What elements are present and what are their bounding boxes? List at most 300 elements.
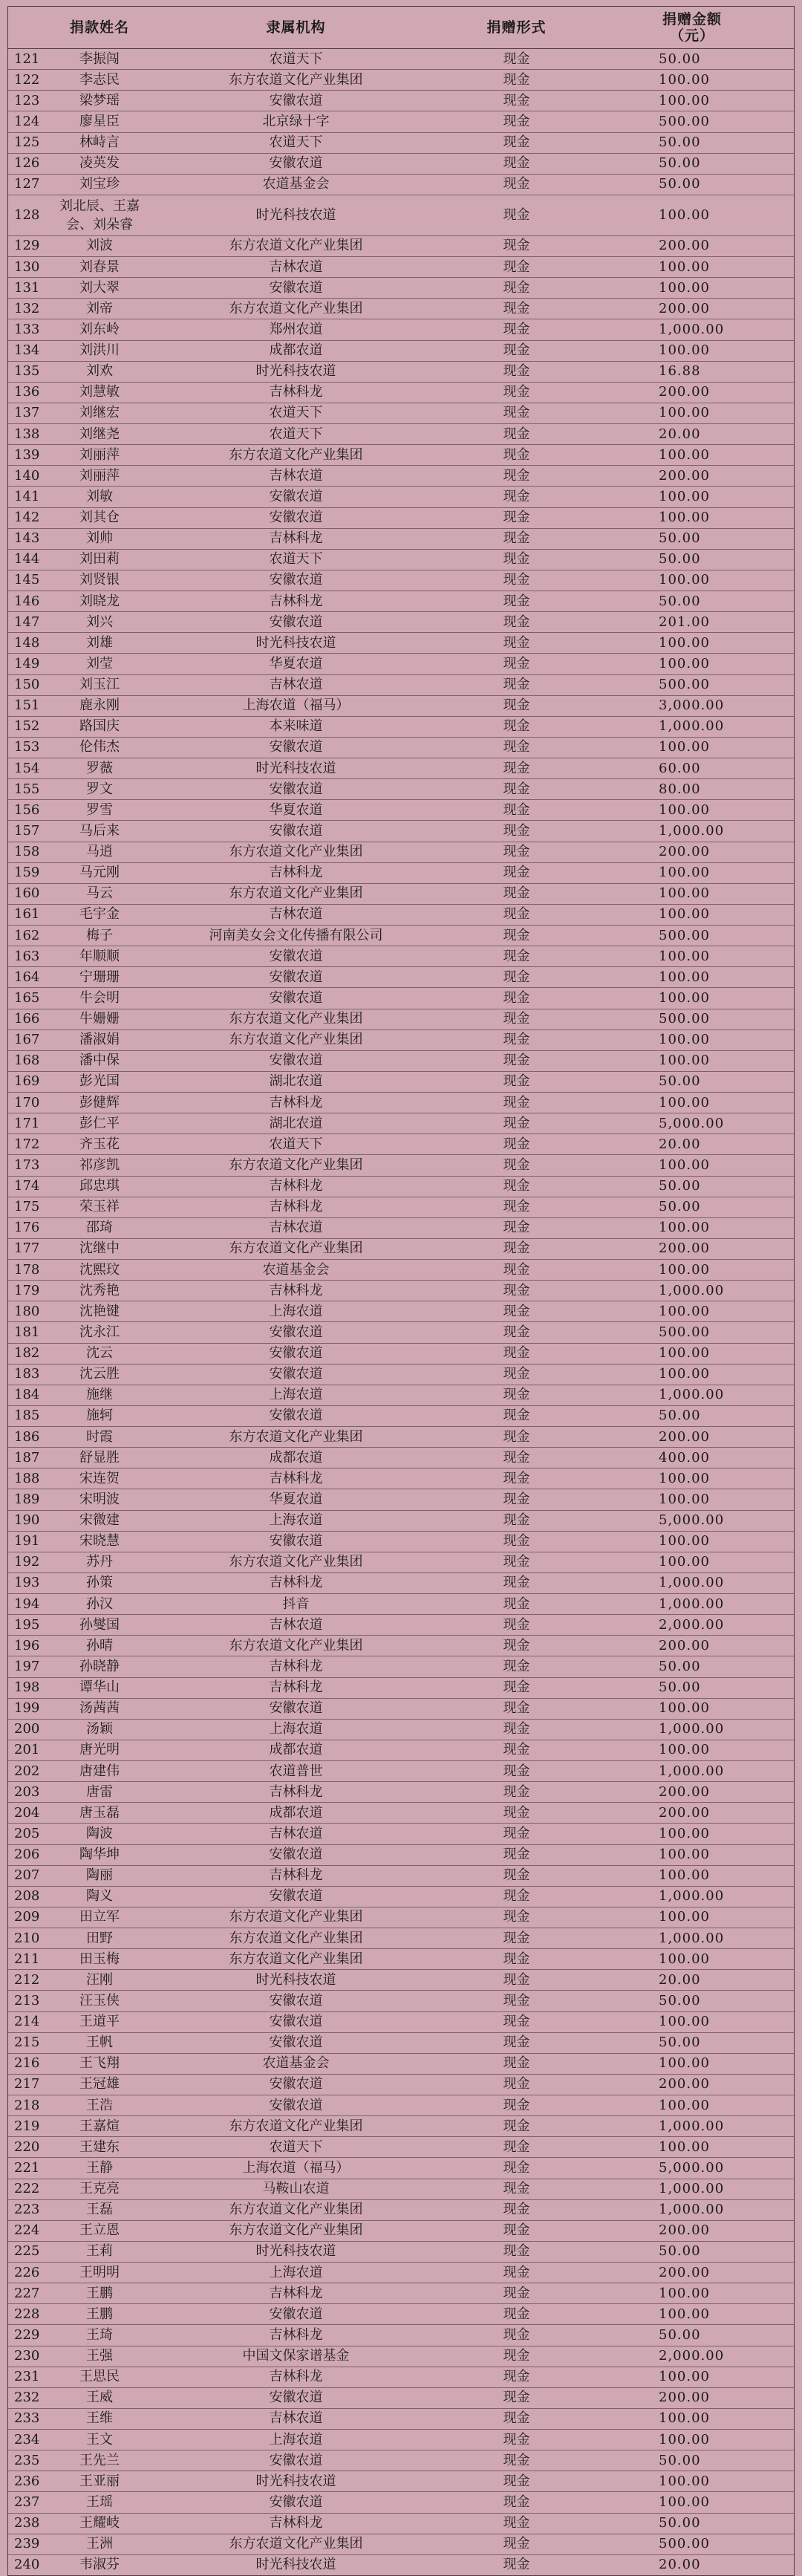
donor-name: 路国庆 bbox=[79, 718, 120, 735]
donation-form: 现金 bbox=[503, 885, 530, 902]
donation-form: 现金 bbox=[503, 2557, 530, 2573]
donation-form: 现金 bbox=[503, 384, 530, 400]
affiliation: 农道天下 bbox=[269, 405, 323, 421]
donor-name: 王维 bbox=[86, 2410, 113, 2427]
table-row bbox=[8, 2387, 794, 2408]
donation-amount: 1,000.00 bbox=[659, 1721, 725, 1737]
donation-amount: 100.00 bbox=[659, 634, 710, 651]
donation-amount: 100.00 bbox=[659, 342, 710, 359]
donation-amount: 100.00 bbox=[659, 2014, 710, 2030]
row-index: 180 bbox=[14, 1303, 40, 1319]
table-row bbox=[8, 424, 794, 445]
donation-form: 现金 bbox=[503, 906, 530, 923]
donation-amount: 500.00 bbox=[659, 927, 710, 943]
row-index: 240 bbox=[14, 2557, 40, 2573]
donation-amount: 200.00 bbox=[659, 2222, 710, 2239]
affiliation: 农道天下 bbox=[269, 551, 323, 567]
donation-amount: 200.00 bbox=[659, 1637, 710, 1653]
affiliation: 安徽农道 bbox=[269, 279, 323, 296]
row-index: 202 bbox=[14, 1763, 40, 1779]
donation-amount: 50.00 bbox=[659, 1178, 701, 1194]
table-row bbox=[8, 2283, 794, 2304]
row-index: 221 bbox=[14, 2159, 40, 2176]
donor-name: 邱忠琪 bbox=[79, 1178, 120, 1194]
donor-name: 王克亮 bbox=[79, 2181, 120, 2197]
donation-form: 现金 bbox=[503, 718, 530, 735]
donation-form: 现金 bbox=[503, 1909, 530, 1925]
donation-amount: 100.00 bbox=[659, 865, 710, 881]
donor-name: 孙晴 bbox=[86, 1637, 113, 1653]
table-row bbox=[8, 1113, 794, 1134]
affiliation: 安徽农道 bbox=[269, 2494, 323, 2510]
donation-form: 现金 bbox=[503, 2348, 530, 2364]
affiliation: 安徽农道 bbox=[269, 510, 323, 526]
donor-name: 宁珊珊 bbox=[79, 969, 120, 985]
donation-amount: 200.00 bbox=[659, 2264, 710, 2280]
donor-name: 沈艳键 bbox=[79, 1303, 120, 1319]
row-index: 135 bbox=[14, 363, 40, 380]
affiliation: 安徽农道 bbox=[269, 488, 323, 504]
donation-form: 现金 bbox=[503, 1115, 530, 1131]
row-index: 134 bbox=[14, 342, 40, 359]
row-index: 193 bbox=[14, 1575, 40, 1591]
affiliation: 吉林科龙 bbox=[269, 530, 323, 547]
row-index: 218 bbox=[14, 2097, 40, 2113]
affiliation: 吉林农道 bbox=[269, 467, 323, 484]
donation-table-sheet bbox=[7, 6, 795, 2576]
donation-amount: 500.00 bbox=[659, 113, 710, 129]
table-row bbox=[8, 49, 794, 70]
table-row bbox=[8, 1677, 794, 1698]
donation-form: 现金 bbox=[503, 113, 530, 129]
donation-amount: 50.00 bbox=[659, 134, 701, 151]
table-row bbox=[8, 695, 794, 716]
donation-form: 现金 bbox=[503, 927, 530, 943]
row-index: 143 bbox=[14, 530, 40, 547]
donor-name: 刘其仓 bbox=[79, 510, 120, 526]
donation-amount: 50.00 bbox=[659, 2452, 701, 2468]
donation-form: 现金 bbox=[503, 467, 530, 484]
table-row bbox=[8, 1489, 794, 1510]
table-row bbox=[8, 549, 794, 570]
donor-name: 祁彦凯 bbox=[79, 1157, 120, 1173]
row-index: 195 bbox=[14, 1616, 40, 1633]
donation-form: 现金 bbox=[503, 572, 530, 588]
row-index: 197 bbox=[14, 1658, 40, 1674]
row-index: 131 bbox=[14, 279, 40, 296]
row-index: 226 bbox=[14, 2264, 40, 2280]
donation-amount: 1,000.00 bbox=[659, 1596, 725, 1612]
row-index: 233 bbox=[14, 2410, 40, 2427]
donation-form: 现金 bbox=[503, 1345, 530, 1362]
affiliation: 安徽农道 bbox=[269, 572, 323, 588]
row-index: 136 bbox=[14, 384, 40, 400]
donor-name: 王瑶 bbox=[86, 2494, 113, 2510]
donor-name: 王建东 bbox=[79, 2138, 120, 2155]
donor-name: 王亚丽 bbox=[79, 2473, 120, 2489]
donor-name: 宋明波 bbox=[79, 1491, 120, 1507]
donor-name: 刘帅 bbox=[86, 530, 113, 547]
table-row bbox=[8, 1886, 794, 1907]
donation-amount: 400.00 bbox=[659, 1449, 710, 1466]
row-index: 122 bbox=[14, 71, 40, 88]
donor-name: 马元刚 bbox=[79, 865, 120, 881]
donor-name: 王先兰 bbox=[79, 2452, 120, 2468]
donation-form: 现金 bbox=[503, 1157, 530, 1173]
donor-name: 刘敏 bbox=[86, 488, 113, 504]
table-row bbox=[8, 487, 794, 507]
donation-form: 现金 bbox=[503, 1220, 530, 1236]
donor-name: 刘兴 bbox=[86, 614, 113, 630]
donation-form: 现金 bbox=[503, 1951, 530, 1967]
donation-form: 现金 bbox=[503, 1930, 530, 1946]
donation-form: 现金 bbox=[503, 2369, 530, 2385]
donation-amount: 100.00 bbox=[659, 1094, 710, 1110]
donation-amount: 100.00 bbox=[659, 2473, 710, 2489]
row-index: 158 bbox=[14, 844, 40, 860]
donation-amount: 100.00 bbox=[659, 1470, 710, 1486]
donation-form: 现金 bbox=[503, 2431, 530, 2447]
row-index: 192 bbox=[14, 1554, 40, 1570]
donation-amount: 100.00 bbox=[659, 948, 710, 964]
row-index: 184 bbox=[14, 1387, 40, 1403]
table-row bbox=[8, 1510, 794, 1531]
table-row bbox=[8, 1468, 794, 1489]
affiliation: 农道天下 bbox=[269, 426, 323, 442]
donation-amount: 200.00 bbox=[659, 1804, 710, 1821]
affiliation: 农道基金会 bbox=[262, 176, 330, 192]
donor-name: 王冠雄 bbox=[79, 2076, 120, 2092]
table-row bbox=[8, 361, 794, 382]
affiliation: 马鞍山农道 bbox=[262, 2181, 330, 2197]
donation-form: 现金 bbox=[503, 1199, 530, 1215]
table-row bbox=[8, 821, 794, 842]
donor-name: 刘丽萍 bbox=[79, 446, 120, 463]
donation-amount: 100.00 bbox=[659, 71, 710, 88]
affiliation: 吉林农道 bbox=[269, 258, 323, 275]
donation-form: 现金 bbox=[503, 1971, 530, 1988]
affiliation: 安徽农道 bbox=[269, 948, 323, 964]
affiliation: 华夏农道 bbox=[269, 655, 323, 671]
donation-form: 现金 bbox=[503, 1679, 530, 1696]
affiliation: 上海农道 bbox=[269, 2264, 323, 2280]
donation-amount: 100.00 bbox=[659, 801, 710, 818]
row-index: 126 bbox=[14, 155, 40, 172]
row-index: 227 bbox=[14, 2285, 40, 2301]
row-index: 200 bbox=[14, 1721, 40, 1737]
affiliation: 时光科技农道 bbox=[255, 363, 336, 380]
table-row bbox=[8, 466, 794, 487]
donor-name: 牛姗姗 bbox=[79, 1011, 120, 1027]
affiliation: 时光科技农道 bbox=[255, 2473, 336, 2489]
table-row bbox=[8, 1991, 794, 2011]
table-row bbox=[8, 1740, 794, 1760]
donation-amount: 100.00 bbox=[659, 1303, 710, 1319]
row-index: 212 bbox=[14, 1971, 40, 1988]
donor-name: 彭光国 bbox=[79, 1073, 120, 1090]
affiliation: 湖北农道 bbox=[269, 1115, 323, 1131]
table-row bbox=[8, 926, 794, 946]
table-row bbox=[8, 2492, 794, 2513]
table-row bbox=[8, 946, 794, 967]
donation-form: 现金 bbox=[503, 781, 530, 797]
donation-amount: 50.00 bbox=[659, 1658, 701, 1674]
donor-name: 王浩 bbox=[86, 2097, 113, 2113]
donation-amount: 50.00 bbox=[659, 1199, 701, 1215]
row-index: 238 bbox=[14, 2515, 40, 2531]
row-index: 206 bbox=[14, 1847, 40, 1863]
table-row bbox=[8, 382, 794, 403]
row-index: 176 bbox=[14, 1220, 40, 1236]
header-name: 捐款姓名 bbox=[50, 7, 149, 49]
table-row bbox=[8, 2346, 794, 2367]
table-row bbox=[8, 1301, 794, 1322]
affiliation: 东方农道文化产业集团 bbox=[229, 1240, 363, 1257]
donor-name: 王琦 bbox=[86, 2326, 113, 2343]
row-index: 217 bbox=[14, 2076, 40, 2092]
row-index: 188 bbox=[14, 1470, 40, 1486]
table-row bbox=[8, 1385, 794, 1405]
header-amount: 捐赠金额 （元） bbox=[590, 7, 794, 49]
affiliation: 时光科技农道 bbox=[255, 2243, 336, 2260]
donation-amount: 100.00 bbox=[659, 1700, 710, 1717]
donor-name: 刘玉江 bbox=[79, 677, 120, 693]
donation-form: 现金 bbox=[503, 1596, 530, 1612]
donation-form: 现金 bbox=[503, 405, 530, 421]
donor-name: 唐光明 bbox=[79, 1742, 120, 1758]
affiliation: 吉林科龙 bbox=[269, 2326, 323, 2343]
table-row bbox=[8, 2304, 794, 2325]
table-row bbox=[8, 2513, 794, 2534]
row-index: 205 bbox=[14, 1825, 40, 1841]
row-index: 155 bbox=[14, 781, 40, 797]
donation-form: 现金 bbox=[503, 2138, 530, 2155]
table-row bbox=[8, 340, 794, 361]
donor-name: 宋微建 bbox=[79, 1512, 120, 1529]
donation-amount: 100.00 bbox=[659, 1825, 710, 1841]
donation-form: 现金 bbox=[503, 363, 530, 380]
donor-name: 刘帝 bbox=[86, 300, 113, 316]
donation-form: 现金 bbox=[503, 697, 530, 714]
row-index: 165 bbox=[14, 989, 40, 1006]
donor-name: 王文 bbox=[86, 2431, 113, 2447]
table-row bbox=[8, 1155, 794, 1176]
donation-form: 现金 bbox=[503, 1408, 530, 1424]
affiliation: 成都农道 bbox=[269, 1449, 323, 1466]
donation-form: 现金 bbox=[503, 2097, 530, 2113]
row-index: 129 bbox=[14, 238, 40, 254]
affiliation: 上海农道 bbox=[269, 2431, 323, 2447]
donor-name: 时霞 bbox=[86, 1428, 113, 1445]
donation-amount: 1,000.00 bbox=[659, 1763, 725, 1779]
donation-amount: 1,000.00 bbox=[659, 718, 725, 735]
donor-name: 宋晓慧 bbox=[79, 1533, 120, 1549]
table-row bbox=[8, 153, 794, 174]
table-row bbox=[8, 1824, 794, 1844]
affiliation: 安徽农道 bbox=[269, 92, 323, 108]
table-row bbox=[8, 2471, 794, 2492]
affiliation: 东方农道文化产业集团 bbox=[229, 1428, 363, 1445]
donation-form: 现金 bbox=[503, 1575, 530, 1591]
row-index: 171 bbox=[14, 1115, 40, 1131]
affiliation: 吉林农道 bbox=[269, 1825, 323, 1841]
affiliation: 郑州农道 bbox=[269, 321, 323, 337]
donation-form: 现金 bbox=[503, 1992, 530, 2009]
table-row bbox=[8, 1656, 794, 1677]
donation-amount: 50.00 bbox=[659, 1992, 701, 2009]
donation-form: 现金 bbox=[503, 677, 530, 693]
donation-form: 现金 bbox=[503, 2159, 530, 2176]
donation-form: 现金 bbox=[503, 176, 530, 192]
donation-amount: 5,000.00 bbox=[659, 1115, 725, 1131]
donation-form: 现金 bbox=[503, 1700, 530, 1717]
affiliation: 吉林农道 bbox=[269, 906, 323, 923]
row-index: 215 bbox=[14, 2035, 40, 2051]
table-row bbox=[8, 1197, 794, 1217]
row-index: 219 bbox=[14, 2118, 40, 2134]
table-row bbox=[8, 591, 794, 612]
donation-amount: 100.00 bbox=[659, 2494, 710, 2510]
donation-form: 现金 bbox=[503, 1742, 530, 1758]
donation-amount: 50.00 bbox=[659, 593, 701, 609]
donor-name: 马逍 bbox=[86, 844, 113, 860]
affiliation: 抖音 bbox=[282, 1596, 310, 1612]
table-row bbox=[8, 1636, 794, 1656]
donation-amount: 20.00 bbox=[659, 1971, 701, 1988]
row-index: 213 bbox=[14, 1992, 40, 2009]
table-row bbox=[8, 1427, 794, 1448]
table-row bbox=[8, 988, 794, 1009]
affiliation: 吉林科龙 bbox=[269, 865, 323, 881]
affiliation: 吉林科龙 bbox=[269, 1470, 323, 1486]
donor-name: 宋连贺 bbox=[79, 1470, 120, 1486]
donation-amount: 100.00 bbox=[659, 1533, 710, 1549]
donation-amount: 50.00 bbox=[659, 2326, 701, 2343]
affiliation: 安徽农道 bbox=[269, 1324, 323, 1340]
affiliation: 农道普世 bbox=[269, 1763, 323, 1779]
donation-form: 现金 bbox=[503, 342, 530, 359]
affiliation: 东方农道文化产业集团 bbox=[229, 238, 363, 254]
table-row bbox=[8, 1050, 794, 1071]
donation-form: 现金 bbox=[503, 1428, 530, 1445]
donor-name: 汤茜茜 bbox=[79, 1700, 120, 1717]
donation-amount: 200.00 bbox=[659, 238, 710, 254]
donation-amount: 100.00 bbox=[659, 1491, 710, 1507]
row-index: 209 bbox=[14, 1909, 40, 1925]
affiliation: 东方农道文化产业集团 bbox=[229, 844, 363, 860]
donation-form: 现金 bbox=[503, 1825, 530, 1841]
row-index: 146 bbox=[14, 593, 40, 609]
donor-name: 毛宇金 bbox=[79, 906, 120, 923]
donation-amount: 100.00 bbox=[659, 906, 710, 923]
affiliation: 安徽农道 bbox=[269, 1888, 323, 1905]
donor-name: 唐雷 bbox=[86, 1783, 113, 1800]
donation-form: 现金 bbox=[503, 1240, 530, 1257]
affiliation: 东方农道文化产业集团 bbox=[229, 1157, 363, 1173]
affiliation: 农道基金会 bbox=[262, 1261, 330, 1278]
table-row bbox=[8, 2534, 794, 2554]
row-index: 141 bbox=[14, 488, 40, 504]
donor-name: 李振闯 bbox=[79, 51, 120, 67]
table-row bbox=[8, 2554, 794, 2575]
donor-name: 沈云胜 bbox=[79, 1366, 120, 1382]
donation-form: 现金 bbox=[503, 2014, 530, 2030]
donor-name: 刘大翠 bbox=[79, 279, 120, 296]
table-row bbox=[8, 2367, 794, 2387]
donation-amount: 500.00 bbox=[659, 677, 710, 693]
header-org: 隶属机构 bbox=[149, 7, 443, 49]
affiliation: 吉林科龙 bbox=[269, 593, 323, 609]
row-index: 201 bbox=[14, 1742, 40, 1758]
row-index: 225 bbox=[14, 2243, 40, 2260]
affiliation: 时光科技农道 bbox=[255, 1971, 336, 1988]
row-index: 132 bbox=[14, 300, 40, 316]
row-index: 190 bbox=[14, 1512, 40, 1529]
donation-amount: 100.00 bbox=[659, 1157, 710, 1173]
row-index: 230 bbox=[14, 2348, 40, 2364]
donation-amount: 100.00 bbox=[659, 2055, 710, 2072]
donor-name: 王立恩 bbox=[79, 2222, 120, 2239]
donation-amount: 20.00 bbox=[659, 1136, 701, 1152]
row-index: 128 bbox=[14, 206, 40, 223]
donation-form: 现金 bbox=[503, 426, 530, 442]
donation-amount: 50.00 bbox=[659, 2243, 701, 2260]
table-row bbox=[8, 2430, 794, 2450]
donation-form: 现金 bbox=[503, 1366, 530, 1382]
table-row bbox=[8, 1698, 794, 1719]
table-row bbox=[8, 319, 794, 340]
row-index: 121 bbox=[14, 51, 40, 67]
donor-name: 刘春景 bbox=[79, 258, 120, 275]
donation-amount: 1,000.00 bbox=[659, 822, 725, 839]
donation-amount: 200.00 bbox=[659, 467, 710, 484]
table-row bbox=[8, 403, 794, 423]
donation-form: 现金 bbox=[503, 739, 530, 755]
row-index: 208 bbox=[14, 1888, 40, 1905]
donation-form: 现金 bbox=[503, 1053, 530, 1069]
donor-name: 凌英发 bbox=[79, 155, 120, 172]
donation-amount: 100.00 bbox=[659, 989, 710, 1006]
donation-amount: 100.00 bbox=[659, 655, 710, 671]
affiliation: 吉林农道 bbox=[269, 1616, 323, 1633]
row-index: 124 bbox=[14, 113, 40, 129]
affiliation: 成都农道 bbox=[269, 342, 323, 359]
donor-name: 梅子 bbox=[86, 927, 113, 943]
table-header-row bbox=[8, 7, 794, 49]
affiliation: 东方农道文化产业集团 bbox=[229, 300, 363, 316]
donation-form: 现金 bbox=[503, 1637, 530, 1653]
row-index: 198 bbox=[14, 1679, 40, 1696]
table-row bbox=[8, 2158, 794, 2179]
affiliation: 安徽农道 bbox=[269, 614, 323, 630]
table-row bbox=[8, 1761, 794, 1782]
affiliation: 安徽农道 bbox=[269, 1345, 323, 1362]
table-row bbox=[8, 257, 794, 278]
donation-amount: 100.00 bbox=[659, 1554, 710, 1570]
row-index: 160 bbox=[14, 885, 40, 902]
affiliation: 安徽农道 bbox=[269, 155, 323, 172]
table-row bbox=[8, 91, 794, 111]
donation-form: 现金 bbox=[503, 2515, 530, 2531]
donation-form: 现金 bbox=[503, 1888, 530, 1905]
table-row bbox=[8, 1803, 794, 1824]
donor-name: 刘东岭 bbox=[79, 321, 120, 337]
affiliation: 安徽农道 bbox=[269, 822, 323, 839]
table-row bbox=[8, 633, 794, 654]
donation-form: 现金 bbox=[503, 1387, 530, 1403]
donation-amount: 1,000.00 bbox=[659, 2118, 725, 2134]
affiliation: 安徽农道 bbox=[269, 2076, 323, 2092]
